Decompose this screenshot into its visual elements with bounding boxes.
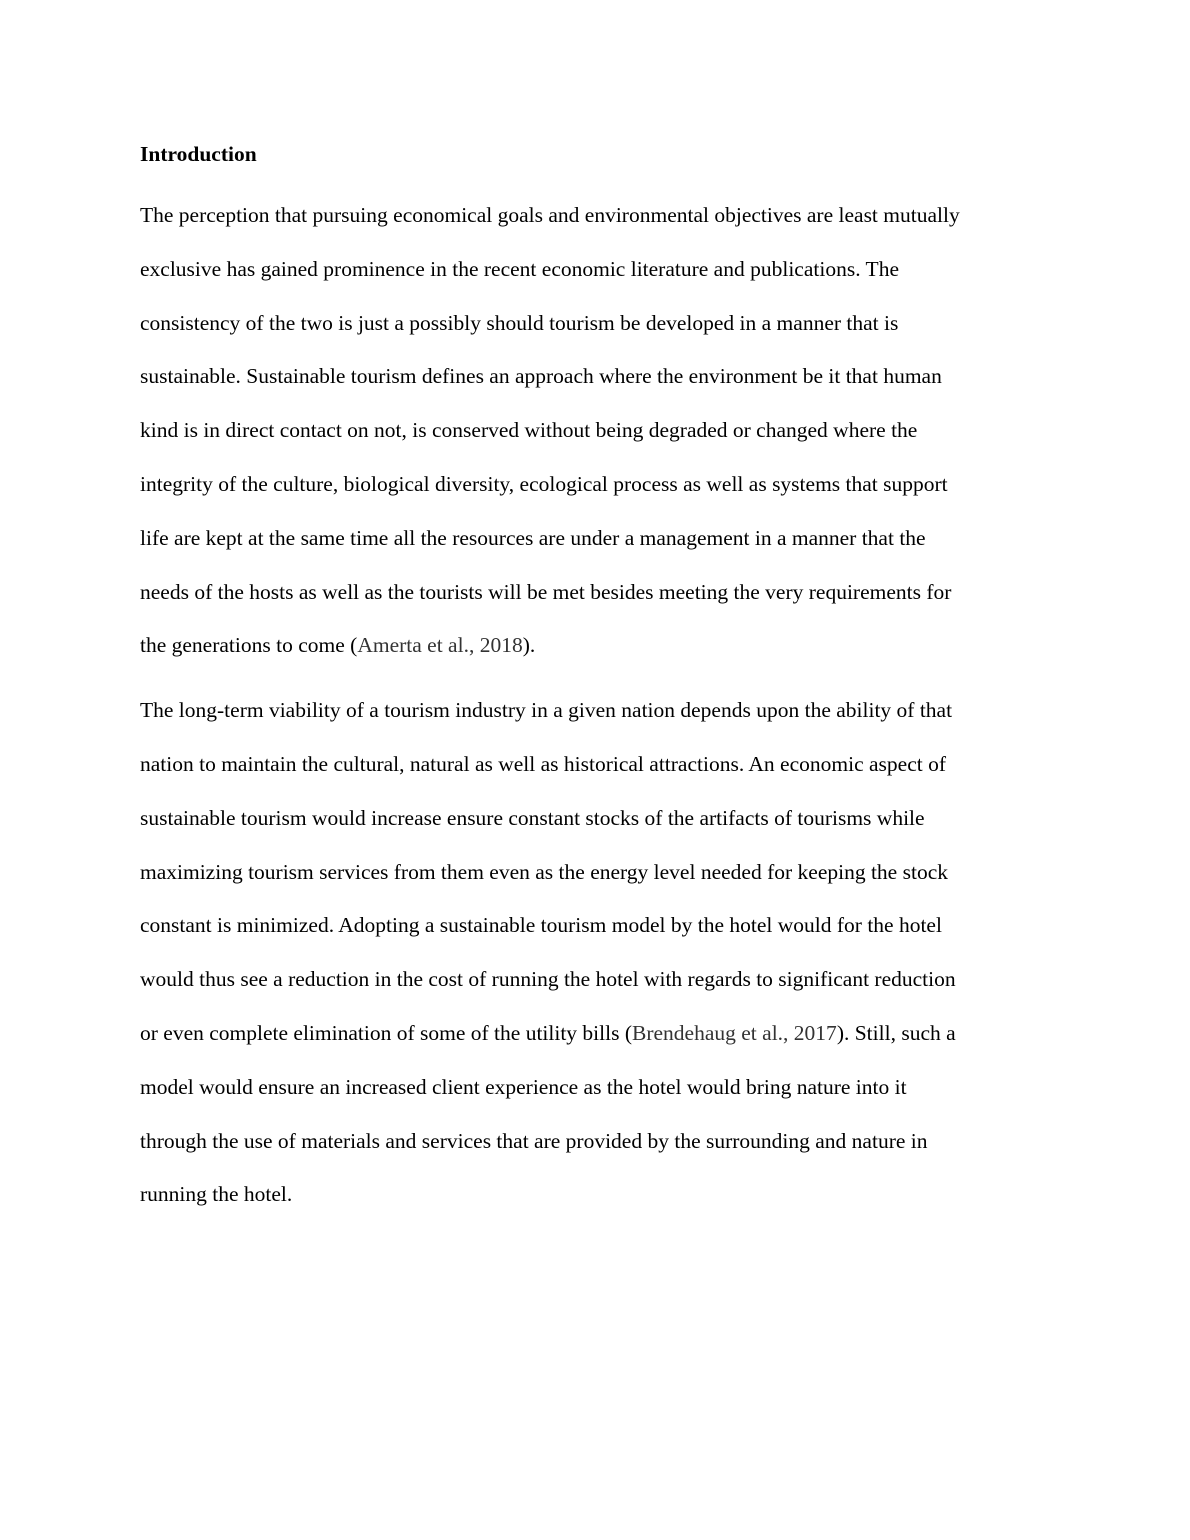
text-line: exclusive has gained prominence in the recent economic literature and publications. The — [140, 256, 899, 281]
text-line: sustainable tourism would increase ensure constant stocks of the artifacts of tourisms while — [140, 805, 925, 830]
text-fragment: ). — [522, 633, 536, 658]
text-line: constant is minimized. Adopting a sustainable tourism model by the hotel would for the hotel — [140, 913, 942, 938]
text-fragment: or even complete elimination of some of the utility bills ( — [140, 1020, 633, 1045]
text-line: consistency of the two is just a possibly should tourism be developed in a manner that is — [140, 310, 899, 335]
text-line: running the hotel. — [140, 1182, 293, 1207]
citation-amerta: Amerta et al., 2018 — [357, 633, 523, 658]
text-line: sustainable. Sustainable tourism defines an approach where the environment be it that human — [140, 364, 942, 389]
text-line-with-citation — [140, 1007, 1050, 1061]
text-line-with-citation — [140, 619, 1050, 673]
paragraph-1 — [140, 189, 1050, 673]
text-line: model would ensure an increased client experience as the hotel would bring nature into it — [140, 1074, 907, 1099]
text-line: life are kept at the same time all the resources are under a management in a manner that the — [140, 525, 926, 550]
text-line: through the use of materials and services that are provided by the surrounding and nature in — [140, 1128, 928, 1153]
text-fragment: the generations to come ( — [140, 633, 358, 658]
text-line: nation to maintain the cultural, natural as well as historical attractions. An economic aspect of — [140, 751, 946, 776]
document-body — [140, 139, 1050, 1233]
text-fragment: ). Still, such a — [836, 1020, 956, 1045]
citation-brendehaug: Brendehaug et al., 2017 — [632, 1020, 837, 1045]
text-line: would thus see a reduction in the cost of running the hotel with regards to significant reduction — [140, 967, 956, 992]
paragraph-2 — [140, 684, 1050, 1222]
section-heading: Introduction — [140, 142, 257, 166]
text-line: maximizing tourism services from them even as the energy level needed for keeping the stock — [140, 859, 948, 884]
text-line: needs of the hosts as well as the tourists will be met besides meeting the very requirements for — [140, 579, 952, 604]
text-line: integrity of the culture, biological diversity, ecological process as well as systems that support — [140, 471, 948, 496]
text-line: kind is in direct contact on not, is conserved without being degraded or changed where the — [140, 418, 918, 443]
text-line: The perception that pursuing economical goals and environmental objectives are least mutually — [140, 203, 960, 227]
text-line: The long-term viability of a tourism industry in a given nation depends upon the ability of that — [140, 698, 953, 723]
